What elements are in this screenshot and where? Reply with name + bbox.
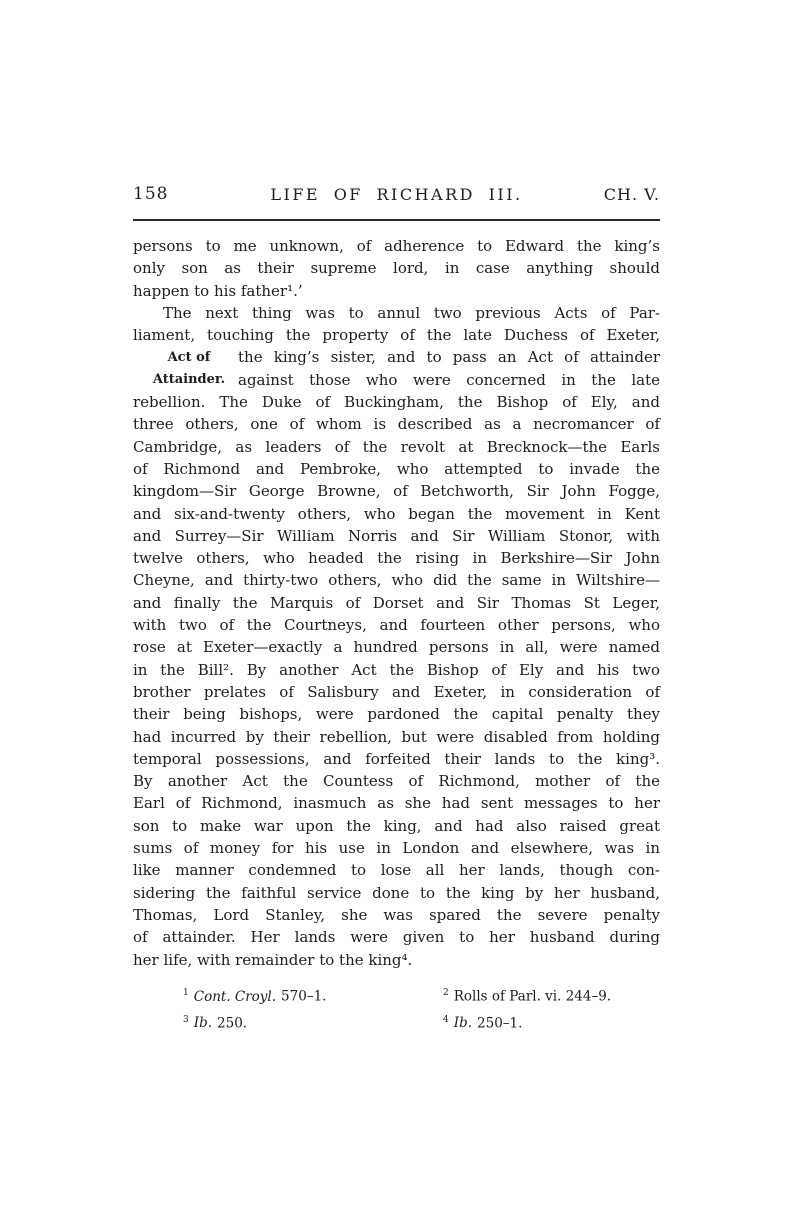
text-line: against those who were concerned in the late <box>238 370 660 389</box>
footnote-number: 4 <box>443 1014 449 1025</box>
footnote-2 <box>443 982 660 1009</box>
text-line: By another Act the Countess of Richmond, mother of the <box>133 772 660 791</box>
footnote-1 <box>183 982 443 1009</box>
text-line: temporal possessions, and forfeited their lands to the king³. <box>133 749 660 768</box>
text-line: like manner condemned to lose all her lands, though con- <box>133 861 660 880</box>
text-line: persons to me unknown, of adherence to Edward the king’s <box>133 237 660 255</box>
text-line: their being bishops, were pardoned the capital penalty they <box>133 705 660 724</box>
text-line: Thomas, Lord Stanley, she was spared the severe penalty <box>133 905 660 924</box>
text-line: Cambridge, as leaders of the revolt at Brecknock—the Earls <box>133 437 660 456</box>
text-line: the king’s sister, and to pass an Act of attainder <box>238 348 660 367</box>
text-line: in the Bill². By another Act the Bishop of Ely and his two <box>133 660 660 679</box>
footnote-text: Rolls of Parl. vi. 244–9. <box>453 988 612 1005</box>
text-line: and six-and-twenty others, who began the movement in Kent <box>133 504 660 523</box>
header-rule <box>133 219 660 221</box>
margin-note <box>143 347 235 392</box>
footnote-3 <box>183 1009 443 1036</box>
page-number: 158 <box>133 184 169 204</box>
text-line: Earl of Richmond, inasmuch as she had sent messages to her <box>133 794 660 813</box>
page-header <box>133 184 660 206</box>
text-line: rebellion. The Duke of Buckingham, the Bishop of Ely, and <box>133 393 660 412</box>
margin-note-line: Act of <box>167 350 211 365</box>
page-body <box>133 235 660 971</box>
footnote-text: 570–1. <box>281 988 327 1005</box>
text-line: liament, touching the property of the late Duchess of Exeter, <box>133 326 660 345</box>
footnote-text: 250. <box>217 1015 248 1031</box>
chapter-label: CH. V. <box>603 185 660 204</box>
running-title: LIFE OF RICHARD III. <box>270 185 523 204</box>
text-line: son to make war upon the king, and had also raised great <box>133 816 660 835</box>
footnote-source: Ib. <box>193 1015 213 1031</box>
footnote-number: 3 <box>183 1014 189 1025</box>
text-line: brother prelates of Salisbury and Exeter, in consideration of <box>133 682 660 701</box>
footnote-source: Cont. Croyl. <box>193 988 277 1005</box>
text-line: only son as their supreme lord, in case anything should <box>133 259 660 278</box>
text-line: of Richmond and Pembroke, who attempted to invade the <box>133 459 660 478</box>
text-line: her life, with remainder to the king⁴. <box>133 950 413 969</box>
text-line: rose at Exeter—exactly a hundred persons in all, were named <box>133 638 660 657</box>
footnote-text: 250–1. <box>477 1015 523 1031</box>
text-line: sums of money for his use in London and elsewhere, was in <box>133 839 660 858</box>
text-line: twelve others, who headed the rising in Berkshire—Sir John <box>133 549 660 568</box>
text-line: and Surrey—Sir William Norris and Sir William Stonor, with <box>133 526 660 545</box>
text-line: happen to his father¹.’ <box>133 281 303 300</box>
footnote-number: 1 <box>183 988 189 998</box>
text-line: sidering the faithful service done to the king by her husband, <box>133 883 660 902</box>
text-line: The next thing was to annul two previous Acts of Par- <box>163 303 660 322</box>
footnote-source: Ib. <box>453 1015 473 1031</box>
text-line: kingdom—Sir George Browne, of Betchworth, Sir John Fogge, <box>133 482 660 501</box>
footnote-4 <box>443 1009 660 1036</box>
footnote-number: 2 <box>443 988 449 998</box>
text-line: had incurred by their rebellion, but were disabled from holding <box>133 727 660 746</box>
text-line: and finally the Marquis of Dorset and Sir Thomas St Leger, <box>133 593 660 612</box>
text-line: of attainder. Her lands were given to her husband during <box>133 928 660 947</box>
text-line: three others, one of whom is described as a necromancer of <box>133 415 660 434</box>
margin-note-line: Attainder. <box>152 372 226 388</box>
footnotes <box>133 982 660 1035</box>
text-line: with two of the Courtneys, and fourteen other persons, who <box>133 616 660 635</box>
text-line: Cheyne, and thirty-two others, who did the same in Wiltshire— <box>133 571 660 590</box>
